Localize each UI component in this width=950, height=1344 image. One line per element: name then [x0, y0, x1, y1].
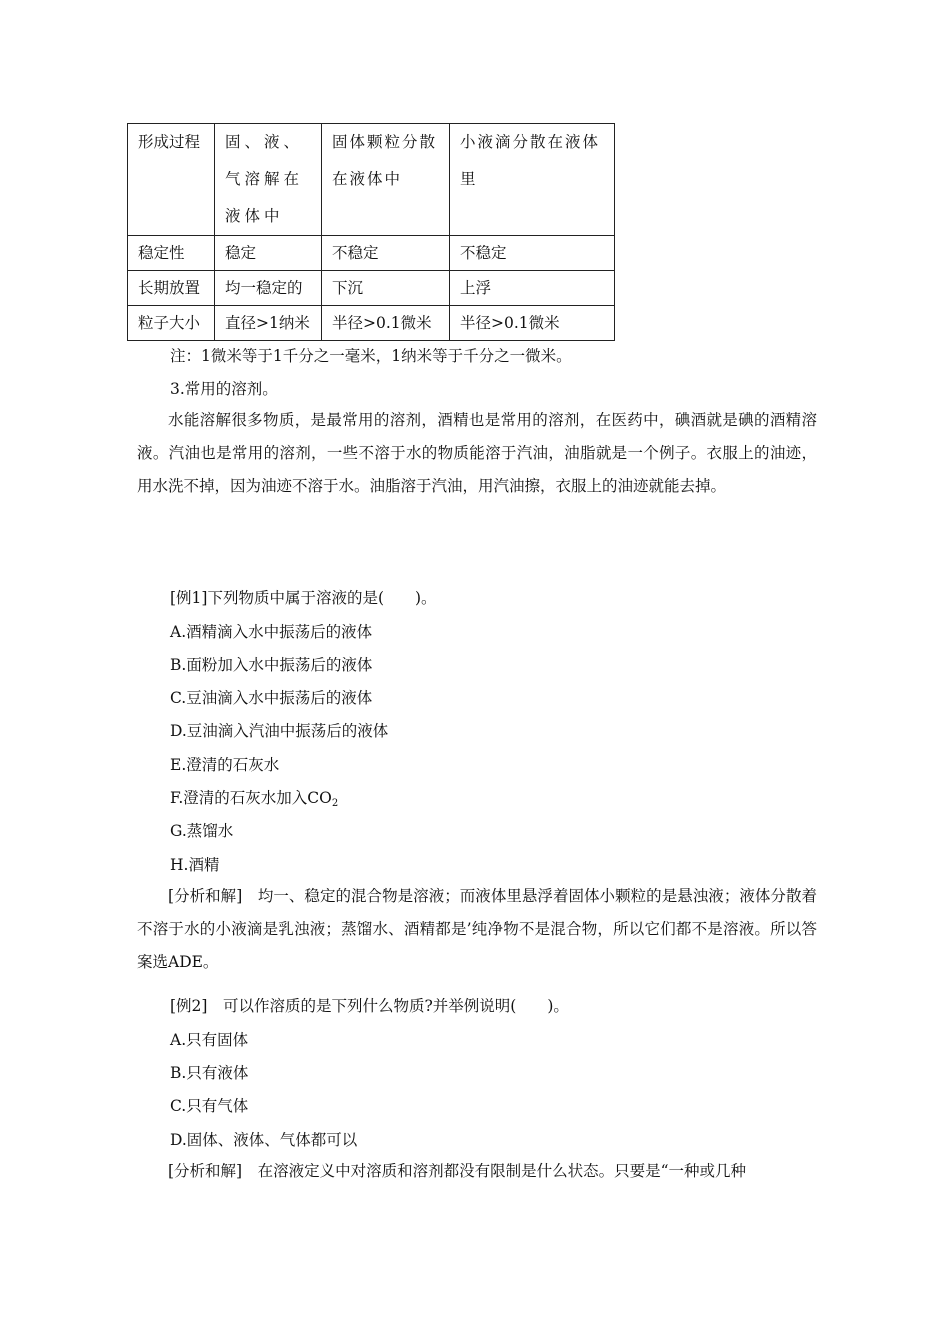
table-row [128, 306, 615, 341]
subscript: 2 [331, 798, 339, 809]
table-cell: 半径>0.1微米 [450, 306, 615, 341]
table-cell: 不稳定 [450, 236, 615, 271]
option-item: B.面粉加入水中振荡后的液体 [170, 656, 373, 674]
option-item: E.澄清的石灰水 [170, 756, 280, 774]
example2-question: [例2] 可以作溶质的是下列什么物质?并举例说明( )。 [170, 997, 569, 1015]
option-item: C.只有气体 [170, 1097, 249, 1115]
table-row [128, 124, 615, 236]
table-cell: 均一稳定的 [215, 271, 322, 306]
table-cell: 稳定性 [128, 236, 215, 271]
option-item [170, 788, 338, 814]
table-cell: 固、液、气溶解在液体中 [215, 124, 322, 236]
option-item: D.固体、液体、气体都可以 [170, 1131, 358, 1149]
table-cell: 固体颗粒分散在液体中 [322, 124, 450, 236]
option-item: A.只有固体 [170, 1031, 249, 1049]
table-row [128, 271, 615, 306]
example1-analysis: [分析和解] 均一、稳定的混合物是溶液；而液体里悬浮着固体小颗粒的是悬浊液；液体分散着不溶于水的小液滴是乳浊液；蒸馏水、酒精都是’纯净物不是混合物，所以它们都不是溶液。所以答案选ADE。 [137, 887, 817, 971]
option-item: C.豆油滴入水中振荡后的液体 [170, 689, 373, 707]
table-cell: 上浮 [450, 271, 615, 306]
section-heading: 3.常用的溶剂。 [170, 380, 278, 398]
option-item: D.豆油滴入汽油中振荡后的液体 [170, 722, 389, 740]
table-cell: 长期放置 [128, 271, 215, 306]
example1-question: [例1]下列物质中属于溶液的是( )。 [170, 589, 437, 607]
section-paragraph: 水能溶解很多物质，是最常用的溶剂，酒精也是常用的溶剂，在医药中，碘酒就是碘的酒精溶液。汽油也是常用的溶剂，一些不溶于水的物质能溶于汽油，油脂就是一个例子。衣服上的油迹，用水洗不掉，因为油迹不溶于水。油脂溶于汽油，用汽油擦，衣服上的油迹就能去掉。 [137, 411, 817, 495]
option-item: A.酒精滴入水中振荡后的液体 [170, 623, 373, 641]
table-row [128, 236, 615, 271]
comparison-table [127, 123, 615, 341]
table-cell: 稳定 [215, 236, 322, 271]
table-cell: 形成过程 [128, 124, 215, 236]
table-cell: 下沉 [322, 271, 450, 306]
option-text: F.澄清的石灰水加入CO [170, 789, 332, 807]
table-cell: 粒子大小 [128, 306, 215, 341]
table-cell: 小液滴分散在液体里 [450, 124, 615, 236]
table-cell: 不稳定 [322, 236, 450, 271]
example2-analysis: [分析和解] 在溶液定义中对溶质和溶剂都没有限制是什么状态。只要是“一种或几种 [168, 1162, 747, 1180]
table-cell: 直径>1纳米 [215, 306, 322, 341]
option-item: B.只有液体 [170, 1064, 249, 1082]
option-item: H.酒精 [170, 856, 220, 874]
option-item: G.蒸馏水 [170, 822, 234, 840]
table-cell: 半径>0.1微米 [322, 306, 450, 341]
table-note: 注：1微米等于1千分之一毫米，1纳米等于千分之一微米。 [170, 347, 572, 365]
